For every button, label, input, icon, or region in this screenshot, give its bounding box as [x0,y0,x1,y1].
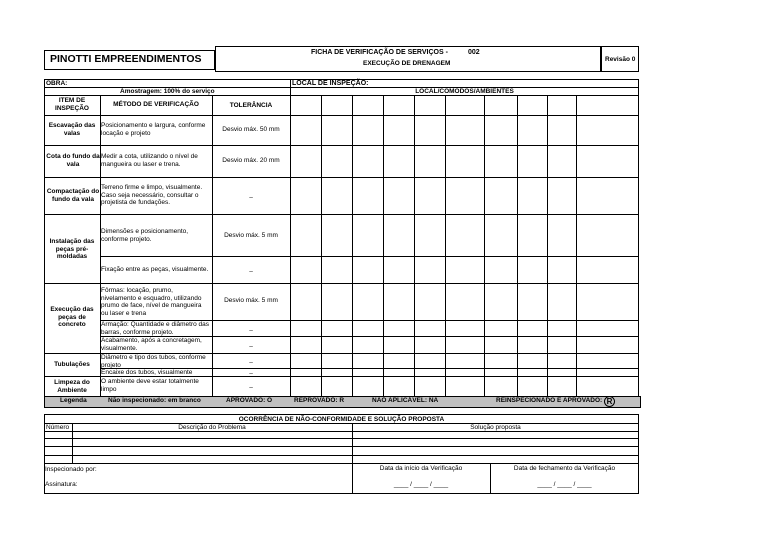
form-title: FICHA DE VERIFICAÇÃO DE SERVIÇOS - [311,49,448,56]
col-header-metodo: MÉTODO DE VERIFICAÇÃO [113,101,199,108]
row-tolerancia: – [249,370,253,377]
col-header-tolerancia: TOLERÂNCIA [229,102,273,109]
row-tolerancia: – [249,327,253,334]
company-name: PINOTTI EMPREENDIMENTOS [50,53,202,65]
row-item: Tubulações [54,361,90,368]
row-item: Escavação das valas [48,122,96,137]
row-item: Compactação do fundo da vala [46,188,100,203]
data-fechamento-field[interactable]: ____ / ____ / ____ [537,481,592,488]
row-item: Limpeza do Ambiente [54,379,90,394]
legend-reprovado: REPROVADO: R [294,397,345,404]
row-tolerancia: – [249,359,253,366]
legend-reinspecionado: REINSPECIONADO E APROVADO: [496,397,603,404]
legend-aprovado: APROVADO: O [226,397,273,404]
ocorrencia-descricao: Descrição do Problema [178,424,246,431]
amostragem-label: Amostragem: 100% do serviço [120,88,215,95]
data-inicio-field[interactable]: ____ / ____ / ____ [393,481,449,488]
form-subtitle: EXECUÇÃO DE DRENAGEM [363,60,451,67]
row-metodo: Terreno firme e limpo, visualmente. Caso seja necessário, consultar o projetista de fundações. [101,184,203,206]
row-item: Cota do fundo da vala [46,153,100,168]
row-metodo: Fixação entre as peças, visualmente. [101,266,209,273]
reinspecionado-circle-icon: R [604,396,615,407]
row-metodo: Dimensões e posicionamento, conforme projeto. [101,228,189,243]
row-metodo: Diâmetro e tipo dos tubos, conforme projeto [101,354,206,369]
data-fechamento-label: Data de fechamento da Verificação [513,465,616,472]
legend-label: Legenda [60,397,87,404]
col-header-item: ITEM DE INSPEÇÃO [55,97,89,112]
ocorrencia-numero: Número [46,424,70,431]
row-tolerancia: Desvio máx. 5 mm [224,232,278,239]
row-metodo: Acabamento, após a concretagem, visualmente. [101,337,202,352]
local-inspecao-label: LOCAL DE INSPEÇÃO: [292,80,369,87]
row-metodo: Posicionamento e largura, conforme locação e projeto [101,122,206,137]
ocorrencia-solucao: Solução proposta [470,424,521,431]
row-metodo: Armação: Quantidade e diâmetro das barras, conforme projeto. [101,321,210,336]
row-tolerancia: Desvio máx. 20 mm [222,157,280,164]
obra-label: OBRA: [46,80,68,87]
row-tolerancia: – [249,384,253,391]
row-tolerancia: – [249,268,253,275]
row-metodo: Fôrmas: locação, prumo, nivelamento e esquadro, utilizando prumo de face, nível de mangueira ou laser e trena [101,287,202,317]
form-number: 002 [468,49,480,56]
ocorrencia-title: OCORRÊNCIA DE NÃO-CONFORMIDADE E SOLUÇÃO PROPOSTA [238,416,445,423]
row-item: Execução das peças de concreto [50,306,94,328]
row-metodo: O ambiente deve estar totalmente limpo [101,378,199,393]
inspecionado-por-label: Inspecionado por: [45,466,97,473]
row-tolerancia: – [249,194,253,201]
revision-label: Revisão 0 [605,56,636,63]
assinatura-label: Assinatura: [45,481,78,488]
row-item: Instalação das peças pré- moldadas [49,238,95,260]
legend-nao-inspecionado: Não inspecionado: em branco [108,397,201,404]
row-tolerancia: Desvio máx. 5 mm [224,297,278,304]
row-tolerancia: – [249,343,253,350]
data-inicio-label: Data da início da Verificação [379,465,463,472]
row-metodo: Medir a cota, utilizando o nível de mangueira ou laser e trena. [101,153,198,168]
legend-nao-aplicavel: NÃO APLICÁVEL: NA [372,397,439,404]
local-ambientes-label: LOCAL/COMODOS/AMBIENTES [415,88,514,95]
row-metodo: Encaixe dos tubos, visualmente [101,369,193,376]
row-tolerancia: Desvio máx. 50 mm [222,126,280,133]
